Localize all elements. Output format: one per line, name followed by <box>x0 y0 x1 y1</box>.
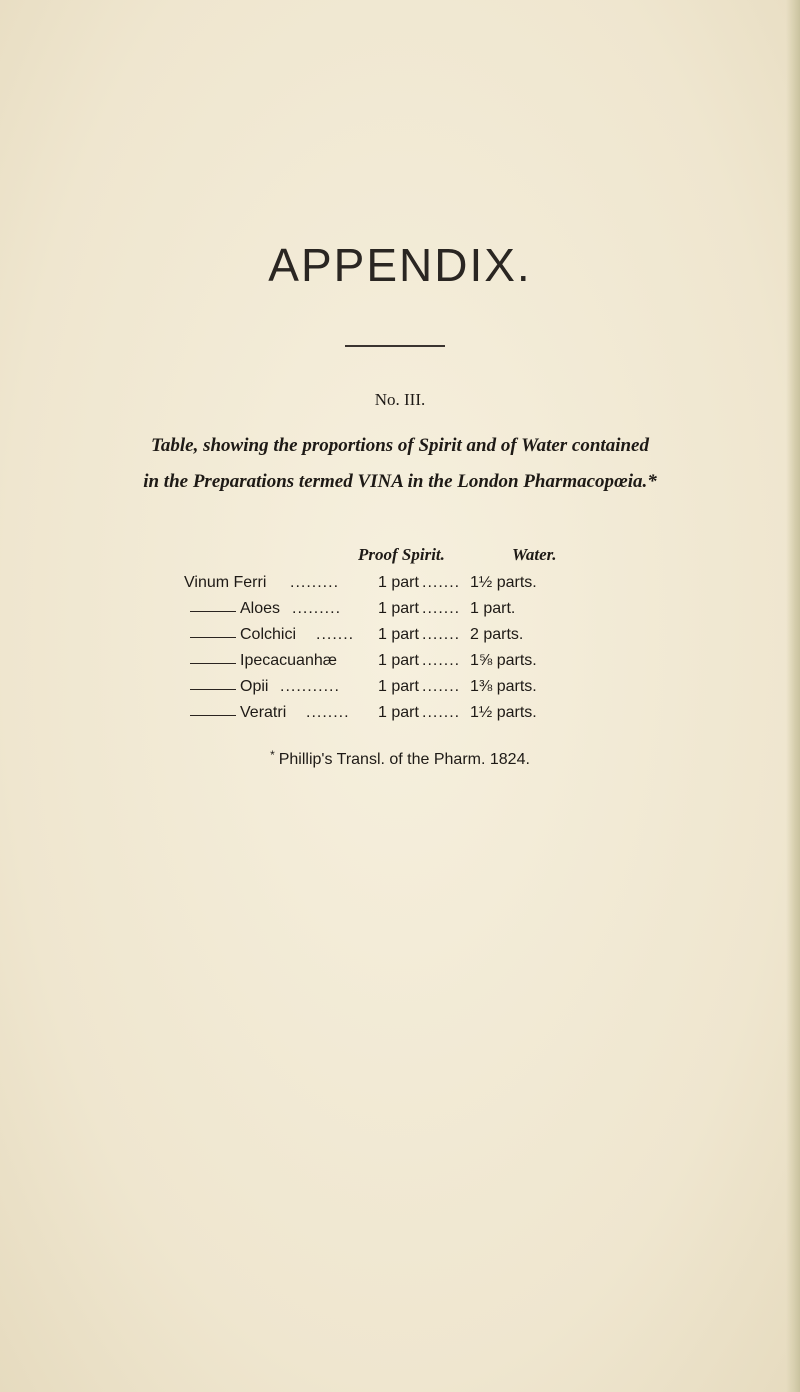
leader-dots: ....... <box>422 652 461 669</box>
ditto-dash <box>190 689 236 690</box>
row-water: 1½ parts. <box>470 574 537 591</box>
ditto-dash <box>190 637 236 638</box>
table-row <box>0 626 800 652</box>
row-water: 1⅝ parts. <box>470 652 537 669</box>
footnote <box>0 748 800 769</box>
ditto-dash <box>190 611 236 612</box>
leader-dots: ....... <box>422 704 461 721</box>
leader-dots: ......... <box>290 574 340 591</box>
leader-dots: ....... <box>422 678 461 695</box>
row-name: Opii <box>240 678 269 695</box>
row-name: Vinum Ferri <box>184 574 267 591</box>
row-water: 2 parts. <box>470 626 524 643</box>
row-spirit: 1 part <box>378 600 419 617</box>
leader-dots: ........ <box>306 704 350 721</box>
caption-line-1: Table, showing the proportions of Spirit and of Water contained <box>151 435 649 456</box>
row-spirit: 1 part <box>378 652 419 669</box>
ditto-dash <box>190 663 236 664</box>
table-row <box>0 574 800 600</box>
appendix-number: No. III. <box>374 390 426 409</box>
row-spirit: 1 part <box>378 574 419 591</box>
title-rule <box>345 345 445 347</box>
footnote-text: Phillip's Transl. of the Pharm. 1824. <box>278 751 530 768</box>
table-row <box>0 704 800 730</box>
row-spirit: 1 part <box>378 626 419 643</box>
caption-line-2: in the Preparations termed VINA in the London Pharmacopœia.* <box>143 471 657 492</box>
row-spirit: 1 part <box>378 704 419 721</box>
header-spirit: Proof Spirit. <box>358 545 445 564</box>
leader-dots: ........... <box>280 678 340 695</box>
row-name: Veratri <box>240 704 287 721</box>
leader-dots: ......... <box>292 600 342 617</box>
row-name: Ipecacuanhæ <box>240 652 337 669</box>
footnote-mark: * <box>270 748 275 762</box>
row-name: Aloes <box>240 600 281 617</box>
leader-dots: ....... <box>316 626 355 643</box>
table-row <box>0 600 800 626</box>
table-caption <box>0 428 800 500</box>
row-spirit: 1 part <box>378 678 419 695</box>
table-row <box>0 652 800 678</box>
row-water: 1⅜ parts. <box>470 678 537 695</box>
row-name: Colchici <box>240 626 297 643</box>
leader-dots: ....... <box>422 600 461 617</box>
table-headers <box>0 545 800 571</box>
row-water: 1 part. <box>470 600 516 617</box>
page-title: APPENDIX. <box>268 239 532 291</box>
header-water: Water. <box>512 545 557 564</box>
leader-dots: ....... <box>422 574 461 591</box>
row-water: 1½ parts. <box>470 704 537 721</box>
leader-dots: ....... <box>422 626 461 643</box>
ditto-dash <box>190 715 236 716</box>
table-row <box>0 678 800 704</box>
